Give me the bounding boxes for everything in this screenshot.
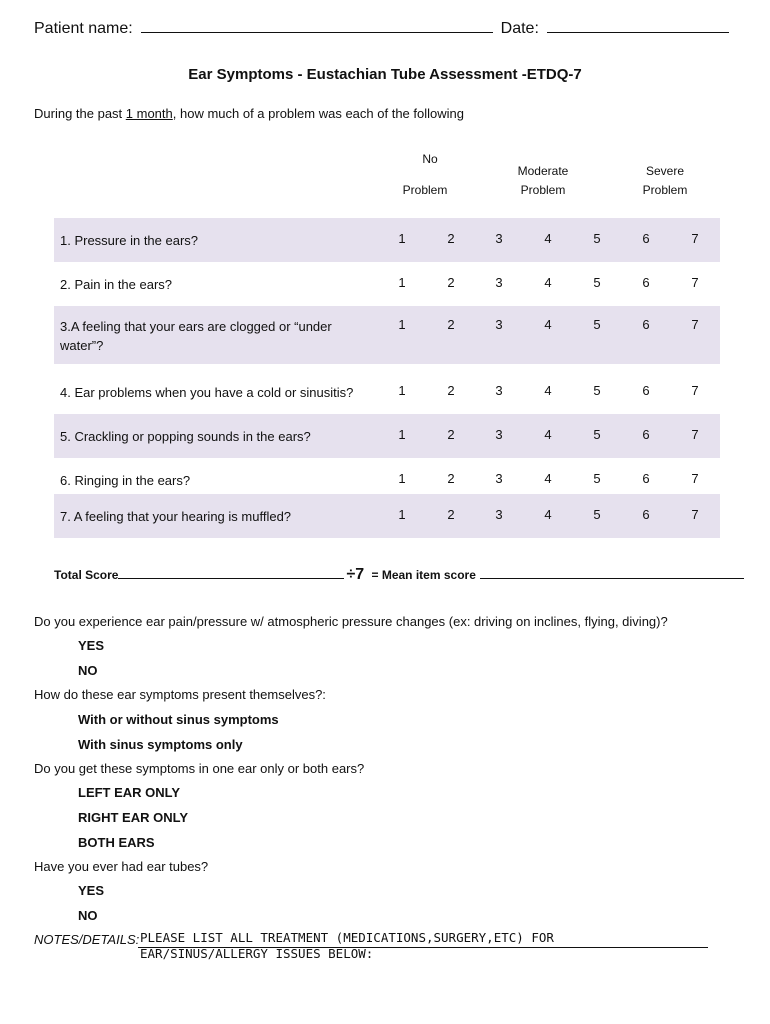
followup-question: Do you get these symptoms in one ear only or both ears? [34,761,365,776]
rating-option-7[interactable]: 7 [691,275,699,290]
answer-option[interactable]: YES [78,638,105,653]
question-text: 6. Ringing in the ears? [60,473,191,488]
rating-option-2[interactable]: 2 [447,383,455,398]
rating-option-7[interactable]: 7 [691,231,699,246]
rating-option-6[interactable]: 6 [642,275,650,290]
answer-option[interactable]: With sinus symptoms only [78,737,243,752]
total-score-line [54,566,744,584]
mean-score-label: = Mean item score [371,568,476,582]
rating-option-7[interactable]: 7 [691,471,699,486]
answer-option[interactable]: NO [78,908,98,923]
intro-period: 1 month [125,106,173,121]
question-text: 3.A feeling that your ears are clogged or “under water”? [60,319,332,353]
table-row [54,414,720,458]
table-row [54,494,720,538]
scale-label-moderate-top: Moderate [517,164,569,178]
rating-option-3[interactable]: 3 [495,427,503,442]
scale-label-severe-bottom: Problem [642,183,688,197]
rating-option-2[interactable]: 2 [447,427,455,442]
scale-label-moderate-bottom: Problem [520,183,566,197]
rating-option-2[interactable]: 2 [447,275,455,290]
notes-details[interactable] [140,930,554,962]
patient-name-field[interactable] [141,18,493,33]
question-text: 2. Pain in the ears? [60,277,173,292]
rating-option-7[interactable]: 7 [691,383,699,398]
intro-text [34,106,464,121]
rating-option-4[interactable]: 4 [544,471,552,486]
rating-option-4[interactable]: 4 [544,427,552,442]
rating-option-3[interactable]: 3 [495,507,503,522]
rating-option-2[interactable]: 2 [447,471,455,486]
rating-option-5[interactable]: 5 [593,471,601,486]
rating-option-5[interactable]: 5 [593,231,601,246]
notes-label: NOTES/DETAILS: [34,932,140,947]
table-row [54,218,720,262]
table-row [54,306,720,364]
rating-option-7[interactable]: 7 [691,427,699,442]
answer-option[interactable]: YES [78,883,105,898]
rating-option-6[interactable]: 6 [642,427,650,442]
scale-label-severe [625,162,705,200]
notes-line-2: EAR/SINUS/ALLERGY ISSUES BELOW: [140,946,374,961]
scale-label-no-top: No [422,152,438,166]
rating-option-3[interactable]: 3 [495,231,503,246]
total-score-label: Total Score [54,568,119,582]
rating-option-6[interactable]: 6 [642,231,650,246]
rating-option-1[interactable]: 1 [398,317,406,332]
rating-option-2[interactable]: 2 [447,317,455,332]
rating-option-6[interactable]: 6 [642,317,650,332]
rating-option-1[interactable]: 1 [398,383,406,398]
page-title: Ear Symptoms - Eustachian Tube Assessment -ETDQ-7 [188,66,582,83]
followup-question: How do these ear symptoms present themselves?: [34,687,326,702]
answer-option[interactable]: RIGHT EAR ONLY [78,810,189,825]
total-score-field[interactable] [118,568,344,579]
question-text: 5. Crackling or popping sounds in the ears? [60,429,311,444]
rating-option-4[interactable]: 4 [544,231,552,246]
scale-label-no [385,150,465,200]
notes-line-1: PLEASE LIST ALL TREATMENT (MEDICATIONS,SURGERY,ETC) FOR [140,930,554,945]
rating-option-5[interactable]: 5 [593,507,601,522]
patient-name-label: Patient name: [34,20,133,37]
scale-label-severe-top: Severe [645,164,685,178]
answer-option[interactable]: NO [78,663,98,678]
answer-option[interactable]: With or without sinus symptoms [78,712,279,727]
rating-option-4[interactable]: 4 [544,383,552,398]
rating-option-5[interactable]: 5 [593,317,601,332]
header-fields [34,18,729,38]
rating-option-1[interactable]: 1 [398,427,406,442]
question-text: 7. A feeling that your hearing is muffled? [60,509,292,524]
mean-score-field[interactable] [480,568,744,579]
rating-option-4[interactable]: 4 [544,507,552,522]
table-row [54,458,720,494]
table-row [54,262,720,306]
rating-option-1[interactable]: 1 [398,231,406,246]
rating-option-2[interactable]: 2 [447,231,455,246]
rating-option-4[interactable]: 4 [544,275,552,290]
intro-before: During the past [34,106,126,121]
followup-question: Do you experience ear pain/pressure w/ atmospheric pressure changes (ex: driving on inclines, flying, diving)? [34,614,668,629]
rating-option-1[interactable]: 1 [398,471,406,486]
rating-option-3[interactable]: 3 [495,383,503,398]
rating-option-4[interactable]: 4 [544,317,552,332]
scale-label-moderate [503,162,583,200]
rating-option-7[interactable]: 7 [691,507,699,522]
divide-by-seven: ÷7 [346,566,365,583]
rating-option-5[interactable]: 5 [593,427,601,442]
rating-option-1[interactable]: 1 [398,507,406,522]
question-text: 1. Pressure in the ears? [60,233,199,248]
answer-option[interactable]: LEFT EAR ONLY [78,785,181,800]
date-label: Date: [500,20,539,37]
rating-option-3[interactable]: 3 [495,471,503,486]
rating-option-6[interactable]: 6 [642,471,650,486]
rating-option-3[interactable]: 3 [495,317,503,332]
followup-question: Have you ever had ear tubes? [34,859,209,874]
intro-after: , how much of a problem was each of the following [172,106,464,121]
rating-option-3[interactable]: 3 [495,275,503,290]
table-row [54,370,720,414]
rating-option-5[interactable]: 5 [593,275,601,290]
scale-label-no-bottom: Problem [402,183,448,197]
question-text: 4. Ear problems when you have a cold or sinusitis? [60,385,354,400]
rating-option-5[interactable]: 5 [593,383,601,398]
rating-option-2[interactable]: 2 [447,507,455,522]
date-field[interactable] [547,18,729,33]
rating-option-6[interactable]: 6 [642,507,650,522]
answer-option[interactable]: BOTH EARS [78,835,155,850]
rating-option-1[interactable]: 1 [398,275,406,290]
rating-option-7[interactable]: 7 [691,317,699,332]
rating-option-6[interactable]: 6 [642,383,650,398]
